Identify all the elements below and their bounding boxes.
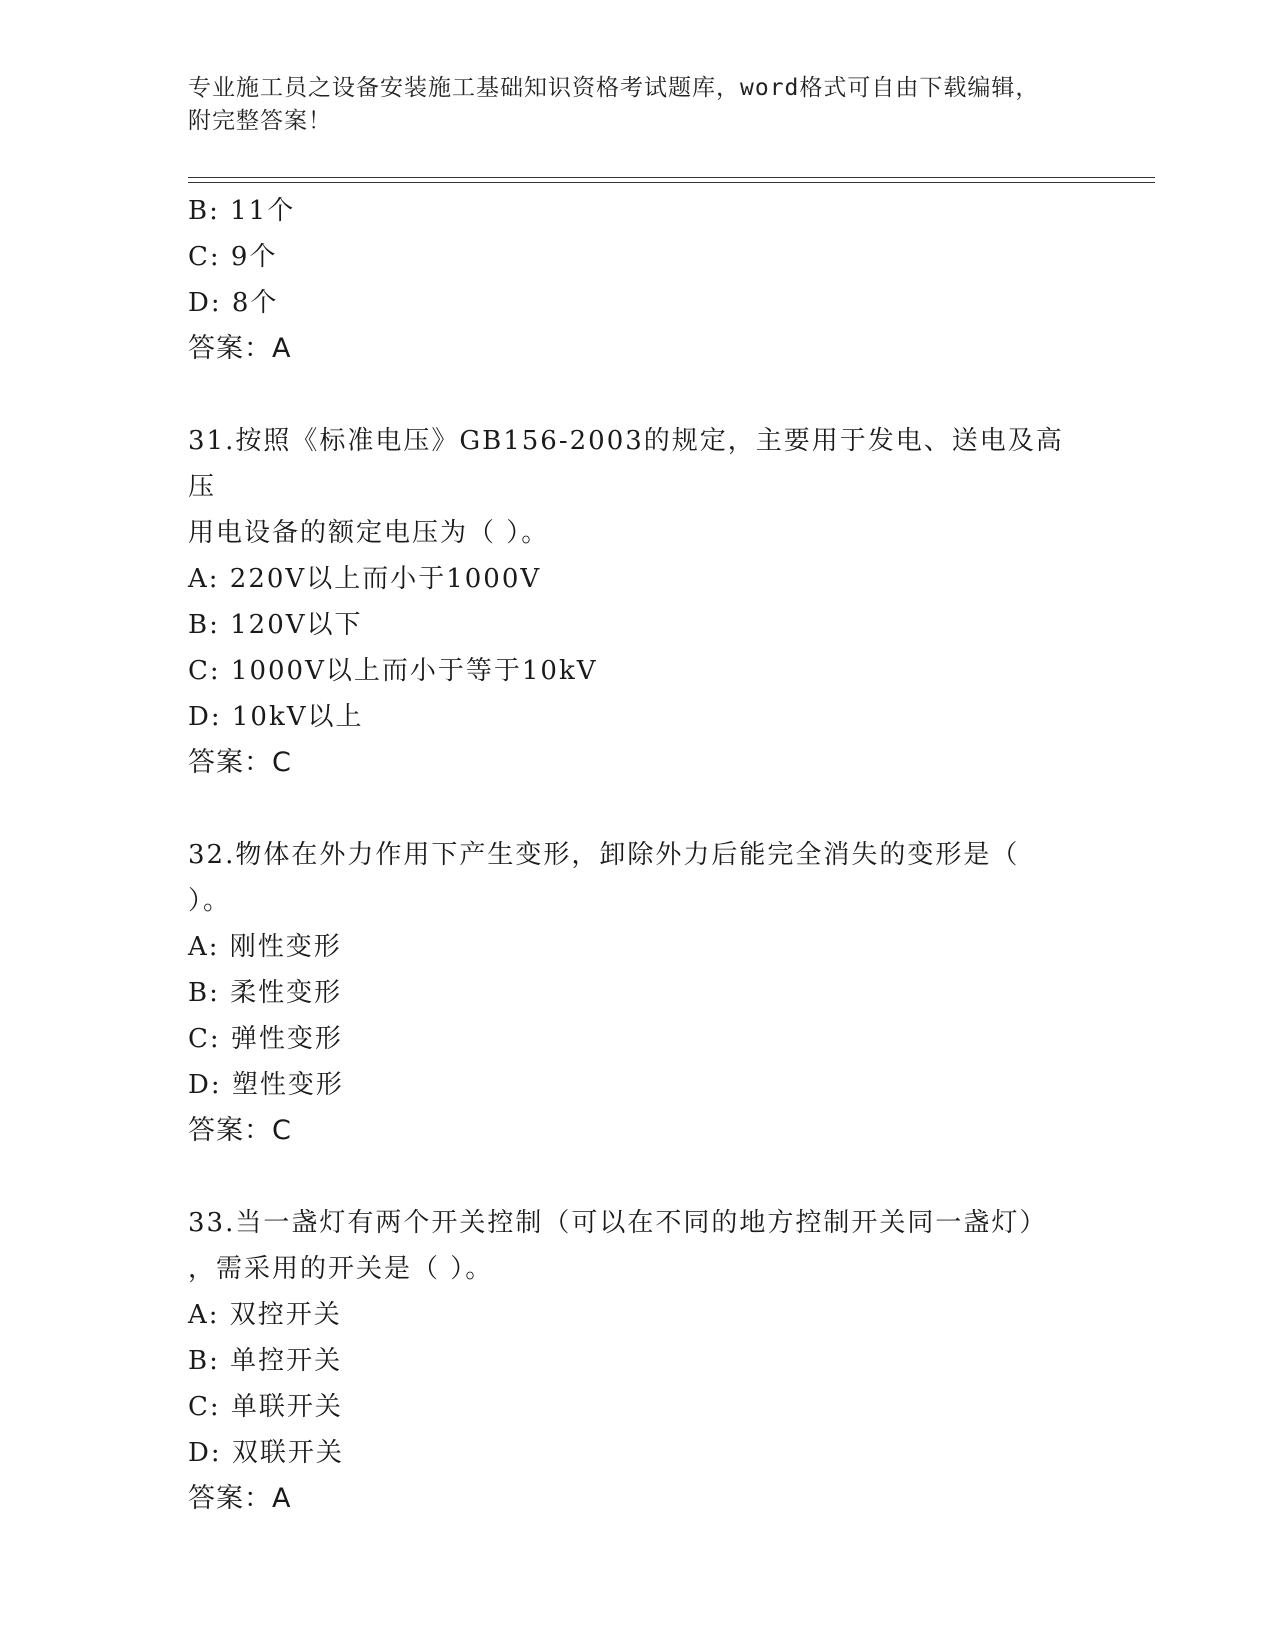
option-b: B: 单控开关 — [188, 1346, 343, 1376]
option-b: B: 柔性变形 — [188, 978, 343, 1008]
question-30-continued — [188, 188, 1088, 372]
question-text-line-2: 用电设备的额定电压为（ ）。 — [188, 518, 550, 548]
spacer — [188, 372, 1088, 418]
option-c: C: 弹性变形 — [188, 1024, 343, 1054]
option-d: D: 8个 — [188, 288, 279, 318]
question-32 — [188, 832, 1088, 1154]
option-d: D: 塑性变形 — [188, 1070, 344, 1100]
question-text-line-1: 32.物体在外力作用下产生变形，卸除外力后能完全消失的变形是（ — [188, 840, 1020, 870]
question-text-line-1: 33.当一盏灯有两个开关控制（可以在不同的地方控制开关同一盏灯） — [188, 1208, 1048, 1238]
question-text-line-2: ）。 — [188, 886, 232, 916]
question-text-line-2: ，需采用的开关是（ ）。 — [188, 1254, 494, 1284]
option-d: D: 10kV以上 — [188, 702, 364, 732]
answer-line: 答案：A — [188, 1483, 292, 1514]
option-b: B: 120V以下 — [188, 610, 363, 640]
header-divider-bottom — [188, 182, 1155, 183]
option-a: A: 刚性变形 — [188, 932, 342, 962]
spacer — [188, 1154, 1088, 1200]
spacer — [188, 786, 1088, 832]
question-31 — [188, 418, 1088, 786]
answer-line: 答案：C — [188, 747, 292, 778]
header-line-2: 附完整答案！ — [188, 108, 332, 134]
question-text-line-1: 31.按照《标准电压》GB156-2003的规定，主要用于发电、送电及高压 — [188, 426, 1064, 502]
document-body — [188, 188, 1088, 1522]
header-line-1: 专业施工员之设备安装施工基础知识资格考试题库，word格式可自由下载编辑， — [188, 75, 1040, 101]
header-divider-top — [188, 177, 1155, 178]
question-33 — [188, 1200, 1088, 1522]
option-b: B: 11个 — [188, 196, 296, 226]
answer-line: 答案：C — [188, 1115, 292, 1146]
option-d: D: 双联开关 — [188, 1438, 344, 1468]
document-header — [188, 72, 1068, 138]
option-a: A: 220V以上而小于1000V — [188, 564, 542, 594]
option-c: C: 9个 — [188, 242, 278, 272]
option-c: C: 单联开关 — [188, 1392, 343, 1422]
answer-line: 答案：A — [188, 333, 292, 364]
option-a: A: 双控开关 — [188, 1300, 342, 1330]
option-c: C: 1000V以上而小于等于10kV — [188, 656, 598, 686]
